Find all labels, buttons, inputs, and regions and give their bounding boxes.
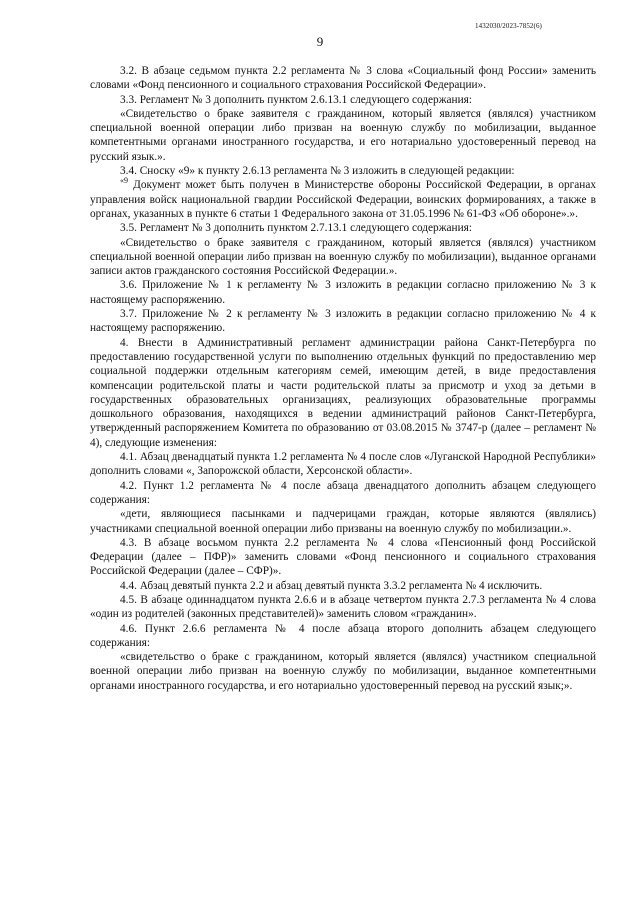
paragraph-3-3: 3.3. Регламент № 3 дополнить пунктом 2.6.13.1 следующего содержания: [120, 93, 472, 106]
document-body [90, 64, 596, 693]
paragraph-3-4: 3.4. Сноску «9» к пункту 2.6.13 регламента № 3 изложить в следующей редакции: [120, 165, 515, 178]
paragraph-4-1: 4.1. Абзац двенадцатый пункта 1.2 регламента № 4 после слов «Луганской Народной Республики» дополнить словами «, Запорожской области, Херсонской области». [90, 451, 596, 478]
paragraph-4-5: 4.5. В абзаце одиннадцатом пункта 2.6.6 и в абзаце четвертом пункта 2.7.3 регламента № 4 слова «один из родителей (законных представителей)» заменить словом «гражданин». [90, 593, 596, 621]
paragraph-4-4: 4.4. Абзац девятый пункта 2.2 и абзац девятый пункта 3.3.2 регламента № 4 исключить. [120, 579, 543, 592]
registration-number: 1432030/2023-7852(6) [475, 22, 542, 30]
paragraph-4-2: 4.2. Пункт 1.2 регламента № 4 после абзаца двенадцатого дополнить абзацем следующего содержания: [90, 479, 596, 506]
paragraph-3-5: 3.5. Регламент № 3 дополнить пунктом 2.7.13.1 следующего содержания: [120, 222, 472, 235]
paragraph-4-6: 4.6. Пункт 2.6.6 регламента № 4 после абзаца второго дополнить абзацем следующего содержания: [90, 622, 596, 649]
paragraph-3-2: 3.2. В абзаце седьмом пункта 2.2 регламента № 3 слова «Социальный фонд России» заменить словами «Фонд пенсионного и социального страхования Российской Федерации». [90, 65, 596, 92]
paragraph-3-7: 3.7. Приложение № 2 к регламенту № 3 изложить в редакции согласно приложению № 4 к настоящему распоряжению. [90, 308, 596, 335]
paragraph-3-5-text: «Свидетельство о браке заявителя с гражданином, который является (являлся) участником специальной военной операции либо призван на военную службу по мобилизации), выданное органами записи актов гражданского состояния Российской Федерации.». [90, 236, 596, 278]
page-number: 9 [316, 34, 324, 49]
paragraph-4-2-text: «дети, являющиеся пасынками и падчерицами граждан, которые являются (являлись) участниками специальной военной операции либо призваны на военную службу по мобилизации.». [90, 508, 596, 535]
paragraph-3-4-footnote [90, 178, 596, 221]
footnote-text: Документ может быть получен в Министерстве обороны Российской Федерации, в органах управления войск национальной гвардии Российской Федерации, воинских формированиях, а также в органах, указанных в пункте 6 статьи 1 Федерального закона от 31.05.1996 № 61-ФЗ «Об обороне».». [90, 179, 596, 220]
paragraph-4: 4. Внести в Административный регламент администрации района Санкт-Петербурга по предоставлению государственной услуги по выполнению отдельных функций по предоставлению мер социальной поддержки отдельным категориям семей, имеющим детей, в виде предоставления компенсации родительской платы и части родительской платы за присмотр и уход за детьми в государственных образовательных организациях, реализующих образовательные программы дошкольного образования, находящихся в ведении администраций районов Санкт-Петербурга, утвержденный распоряжением Комитета по образованию от 03.08.2015 № 3747-р (далее – регламент № 4), следующие изменения: [90, 336, 596, 449]
paragraph-4-6-text: «свидетельство о браке с гражданином, который является (являлся) участником специальной военной операции либо призван на военную службу по мобилизации, выданное компетентными органами иностранного государства, и его нотариально удостоверенный перевод на русский язык;». [90, 651, 596, 692]
footnote-mark: «9 [120, 176, 128, 186]
paragraph-3-3-text: «Свидетельство о браке заявителя с гражданином, который является (являлся) участником специальной военной операции либо призван на военную службу по мобилизации, выданное компетентными органами иностранного государства, и его нотариально удостоверенный перевод на русский язык.». [90, 107, 596, 163]
paragraph-4-3: 4.3. В абзаце восьмом пункта 2.2 регламента № 4 слова «Пенсионный фонд Российской Федерации (далее – ПФР)» заменить словами «Фонд пенсионного и социального страхования Российской Федерации (далее – СФР)». [90, 536, 596, 578]
paragraph-3-6: 3.6. Приложение № 1 к регламенту № 3 изложить в редакции согласно приложению № 3 к настоящему распоряжению. [90, 279, 596, 306]
